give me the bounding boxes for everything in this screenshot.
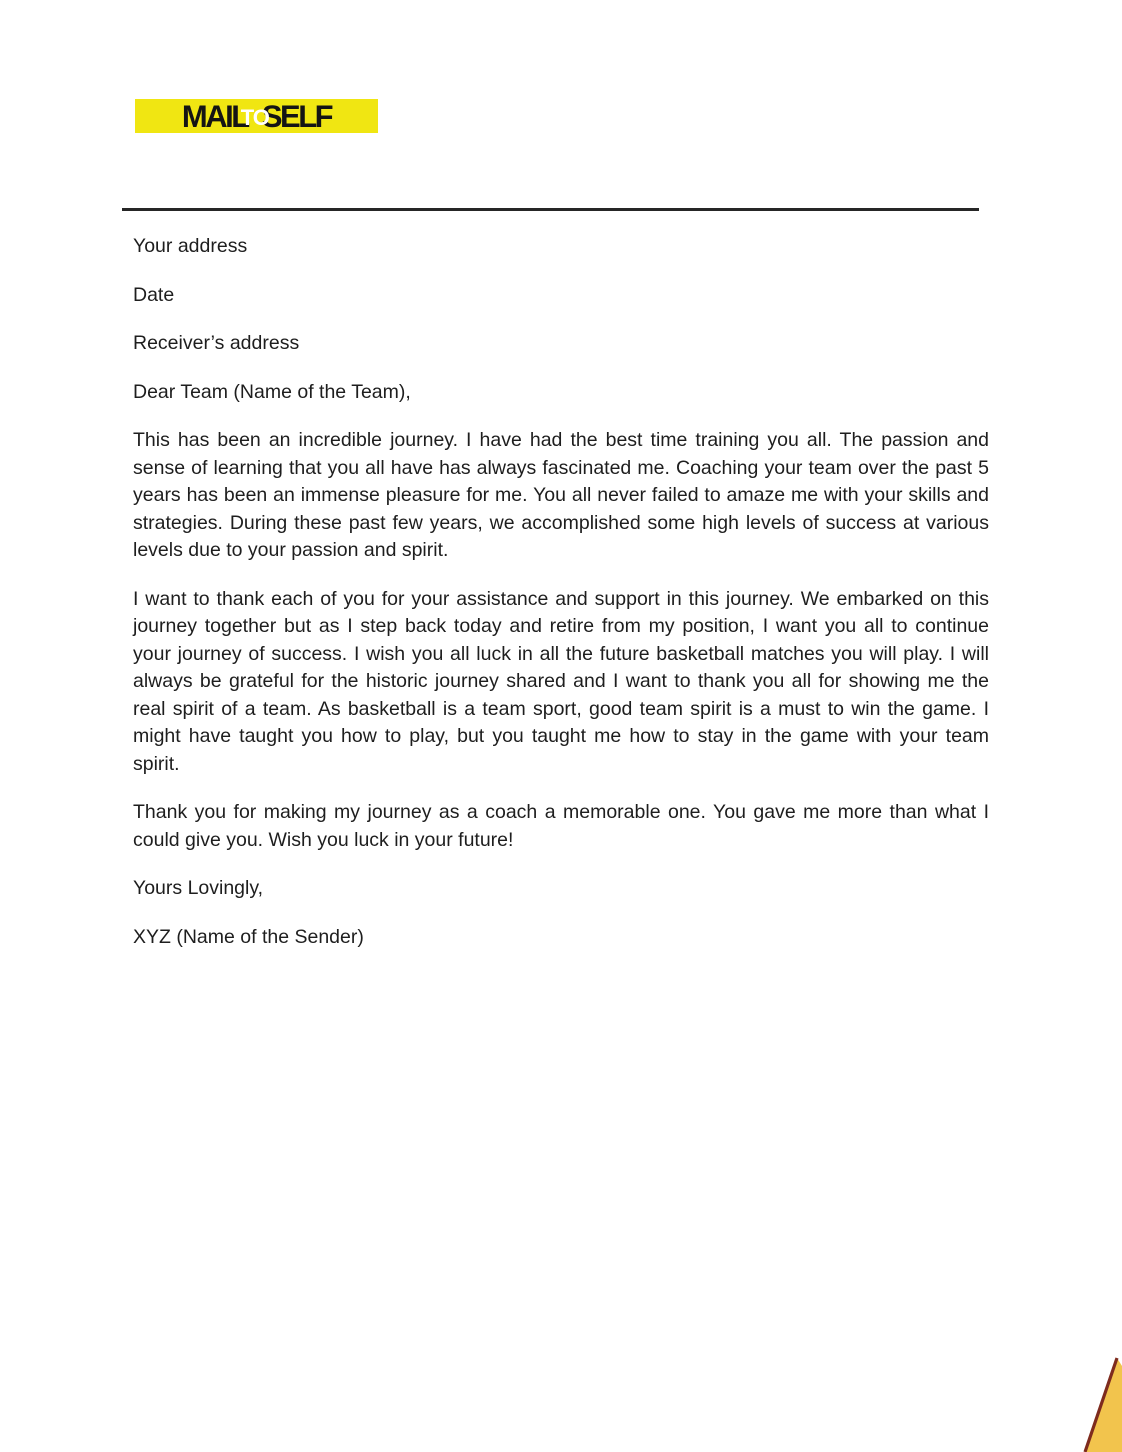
corner-ribbon bbox=[1076, 1356, 1122, 1452]
logo-word-self: SELF bbox=[261, 98, 332, 134]
salutation: Dear Team (Name of the Team), bbox=[133, 380, 411, 403]
logo-word-to: TO bbox=[240, 105, 269, 130]
sender-address-placeholder: Your address bbox=[133, 235, 248, 257]
letter-body bbox=[133, 233, 989, 972]
signature: XYZ (Name of the Sender) bbox=[133, 925, 364, 948]
logo-word-mail: MAIL bbox=[181, 98, 248, 134]
mailtoself-logo bbox=[135, 99, 378, 133]
receiver-address-placeholder: Receiver’s address bbox=[133, 332, 300, 354]
paragraph-2: I want to thank each of you for your assistance and support in this journey. We embarked on this journey together but as I step back today and retire from my position, I want you all to continue your journey of success. I wish you all luck in all the future basketball matches you will play. I will always be grateful for the historic journey shared and I want to thank you all for showing me the real spirit of a team. As basketball is a team sport, good team spirit is a must to win the game. I might have taught you how to play, but you taught me how to stay in the game with your team spirit. bbox=[133, 587, 989, 775]
paragraph-1: This has been an incredible journey. I have had the best time training you all. The passion and sense of learning that you all have has always fascinated me. Coaching your team over the past 5 years has been an immense pleasure for me. You all never failed to amaze me with your skills and strategies. During these past few years, we accomplished some high levels of success at various levels due to your passion and spirit. bbox=[133, 429, 989, 561]
paragraph-3: Thank you for making my journey as a coach a memorable one. You gave me more than what I could give you. Wish you luck in your future! bbox=[133, 801, 989, 851]
header-divider bbox=[122, 208, 979, 211]
date-placeholder: Date bbox=[133, 283, 175, 306]
closing: Yours Lovingly, bbox=[133, 877, 264, 899]
